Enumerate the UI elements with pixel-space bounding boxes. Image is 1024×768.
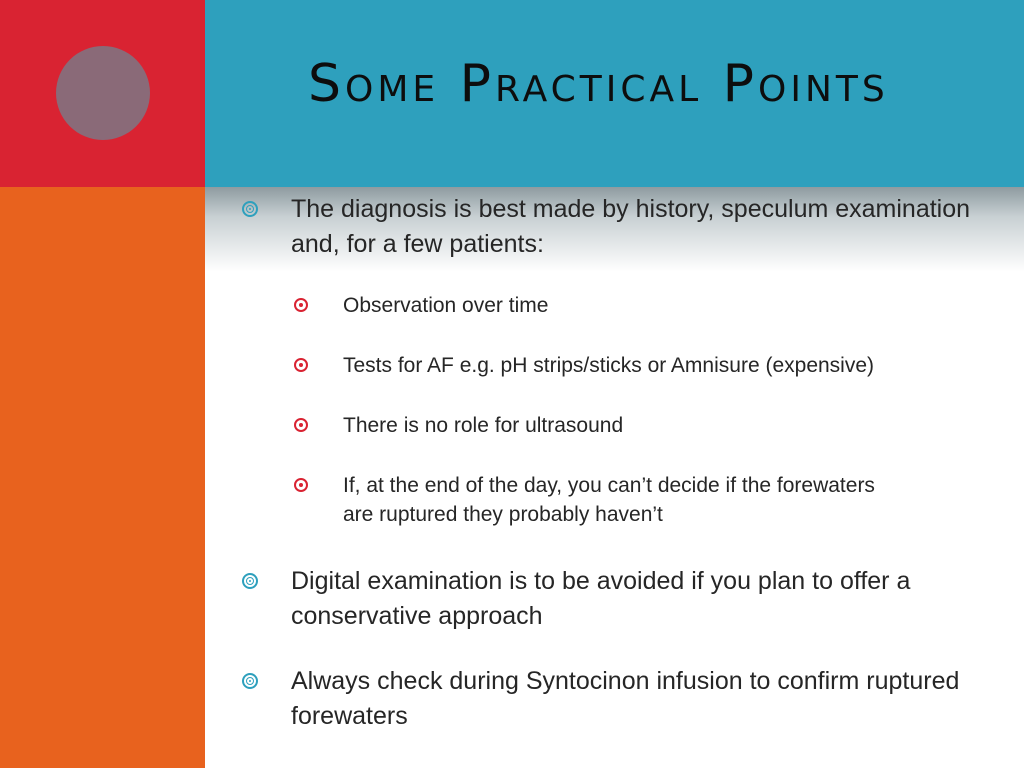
- bullet-text: Always check during Syntocinon infusion to confirm ruptured forewaters: [291, 667, 960, 730]
- red-target-bullet-icon: [294, 478, 308, 492]
- sub-bullet-text: Observation over time: [343, 294, 549, 317]
- slide-title: Some Practical Points: [308, 54, 889, 114]
- sub-bullet-text: There is no role for ultrasound: [343, 414, 624, 437]
- sub-bullet-item: [343, 471, 903, 530]
- bullet-item: [291, 664, 971, 734]
- red-target-bullet-icon: [294, 298, 308, 312]
- bullet-item: [291, 564, 1009, 634]
- bullet-text: The diagnosis is best made by history, speculum examination and, for a few patients:: [291, 195, 971, 258]
- bullet-text: Digital examination is to be avoided if you plan to offer a conservative approach: [291, 567, 911, 630]
- teal-target-bullet-icon: [242, 673, 258, 689]
- sub-bullet-text: If, at the end of the day, you can’t decide if the forewaters are ruptured they probably haven’t: [343, 474, 875, 527]
- sub-bullet-item: [343, 411, 1003, 440]
- red-target-bullet-icon: [294, 358, 308, 372]
- teal-target-bullet-icon: [242, 573, 258, 589]
- red-target-bullet-icon: [294, 418, 308, 432]
- teal-target-bullet-icon: [242, 201, 258, 217]
- bullet-item: [291, 192, 1009, 262]
- sub-bullet-item: [343, 291, 1003, 320]
- sub-bullet-item: [343, 351, 1003, 380]
- sub-bullet-text: Tests for AF e.g. pH strips/sticks or Amnisure (expensive): [343, 354, 875, 377]
